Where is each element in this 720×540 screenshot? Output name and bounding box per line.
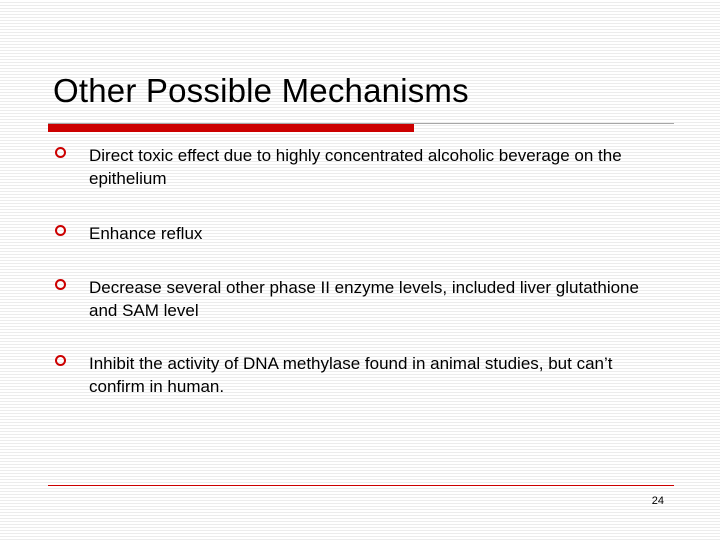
slide-title: Other Possible Mechanisms: [53, 72, 469, 109]
page-number: 24: [651, 495, 664, 507]
bullet-text: Decrease several other phase II enzyme levels, included liver glutathione and SAM level: [89, 278, 639, 320]
bullet-text: Enhance reflux: [89, 224, 203, 243]
hollow-circle-bullet-icon: [55, 355, 66, 366]
bullet-text: Inhibit the activity of DNA methylase found in animal studies, but can’t confirm in human.: [89, 354, 613, 396]
bullet-text: Direct toxic effect due to highly concentrated alcoholic beverage on the epithelium: [89, 146, 622, 188]
footer-divider-line: [48, 485, 674, 486]
hollow-circle-bullet-icon: [55, 147, 66, 158]
title-accent-bar: [48, 124, 414, 132]
hollow-circle-bullet-icon: [55, 225, 66, 236]
hollow-circle-bullet-icon: [55, 279, 66, 290]
